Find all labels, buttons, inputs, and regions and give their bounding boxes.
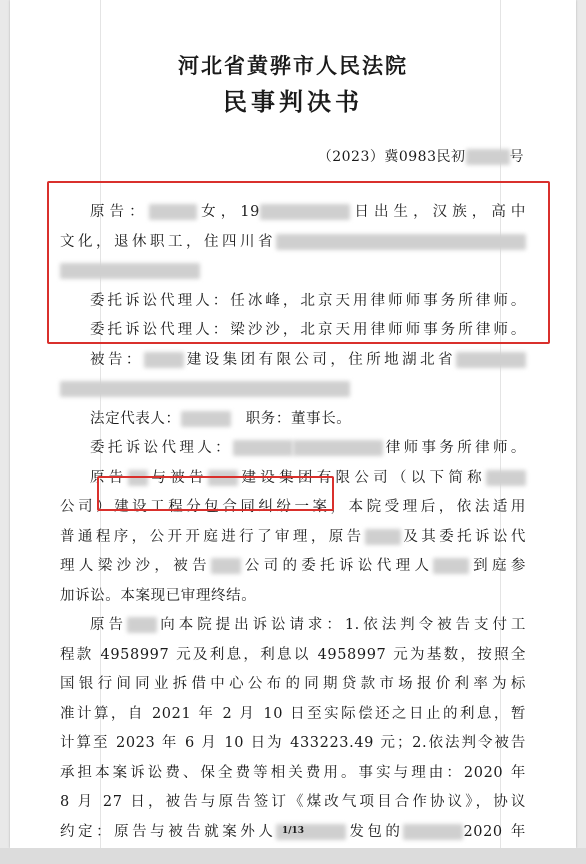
text-segment: 及其委托诉讼代 <box>400 528 526 545</box>
highlight-box-plaintiff-agents <box>47 181 550 344</box>
text-line <box>60 523 526 551</box>
text-segment: 职务：董事长。 <box>230 410 352 427</box>
redacted-text <box>127 617 157 633</box>
text-line <box>60 641 526 669</box>
redacted-text <box>181 411 231 427</box>
redacted-text <box>466 149 510 165</box>
text-segment: 约定：原告与被告就案外人 <box>60 823 277 840</box>
text-segment: 建设集团有限公司（以下简称 <box>237 469 486 486</box>
text-segment: 律师事务所律师。 <box>383 440 526 456</box>
redacted-text <box>211 558 241 574</box>
text-segment: 委托诉讼代理人：梁沙沙，北京天用律师师事务所律师。 <box>90 322 526 338</box>
text-line <box>60 582 526 610</box>
text-segment: 向本院提出诉讼请求：1.依法判令被告支付工 <box>156 617 526 633</box>
redacted-text <box>365 529 401 545</box>
court-name: 河北省黄骅市人民法院 <box>178 53 408 78</box>
paragraph-line <box>60 611 526 639</box>
redacted-text <box>486 470 526 486</box>
text-segment: 公司的委托诉讼代理人 <box>240 558 434 574</box>
text-line <box>60 670 526 698</box>
text-segment: 日出生，汉族，高中 <box>349 204 526 220</box>
text-segment: 普通程序，公开开庭进行了审理，原告 <box>60 528 365 545</box>
page-number: 1/13 <box>281 826 305 836</box>
paragraph-line <box>60 405 526 433</box>
text-segment: 女，19 <box>196 204 260 220</box>
text-segment: 程款 4958997 元及利息，利息以 4958997 元为基数，按照全 <box>60 646 526 663</box>
text-segment: 原告 <box>90 617 127 633</box>
redacted-text <box>456 352 526 368</box>
text-segment: 计算至 2023 年 6 月 10 日为 433223.49 元；2.依法判令被告 <box>60 735 526 751</box>
text-segment: 加诉讼。本案现已审理终结。 <box>60 587 257 604</box>
text-segment: 法定代表人： <box>90 410 181 427</box>
text-segment: 文化，退休职工，住四川省 <box>60 233 276 250</box>
paragraph-line <box>60 346 526 374</box>
text-segment: 委托诉讼代理人： <box>90 440 233 456</box>
text-segment: 理人梁沙沙，被告 <box>60 558 211 574</box>
text-line <box>60 788 526 816</box>
text-segment: 承担本案诉讼费、保全费等相关费用。事实与理由：2020 年 <box>60 764 526 781</box>
text-segment: 与被告 <box>147 469 208 486</box>
redacted-text <box>233 440 293 456</box>
paragraph-line <box>60 434 526 462</box>
text-segment: 准计算，自 2021 年 2 月 10 日至实际偿还之日止的利息，暂 <box>60 705 526 722</box>
highlight-box-case-type <box>97 476 334 511</box>
case-number-text: （2023）冀0983民初 <box>317 149 466 165</box>
document-title: 民事判决书 <box>223 87 363 116</box>
text-line <box>60 729 526 757</box>
text-segment: 原告： <box>90 204 149 220</box>
text-segment: 委托诉讼代理人：任冰峰，北京天用律师师事务所律师。 <box>90 292 526 309</box>
text-segment: 国银行间同业拆借中心公布的同期贷款市场报价利率为标 <box>60 676 526 692</box>
redacted-text <box>433 558 469 574</box>
text-line <box>60 375 526 403</box>
text-segment: 公司）建设工程分包合同纠纷一案，本院受理后，依法适用 <box>60 499 526 515</box>
text-segment: 被告： <box>90 351 144 368</box>
redacted-text <box>60 381 350 397</box>
text-segment: 发包的 <box>346 823 404 840</box>
text-line <box>60 700 526 728</box>
text-segment: 原告 <box>90 469 128 486</box>
text-line <box>60 759 526 787</box>
text-segment: 到庭参 <box>469 558 526 574</box>
case-number: （2023）冀0983民初 号 <box>317 149 524 165</box>
redacted-text <box>293 440 383 456</box>
text-line <box>60 552 526 580</box>
redacted-text <box>144 352 184 368</box>
viewer-bottom-bar <box>0 848 586 864</box>
text-segment: 建设集团有限公司，住所地湖北省 <box>183 351 456 368</box>
text-segment: 2020 年 <box>463 823 526 840</box>
text-segment: 8 月 27 日，被告与原告签订《煤改气项目合作协议》，协议 <box>60 794 526 810</box>
